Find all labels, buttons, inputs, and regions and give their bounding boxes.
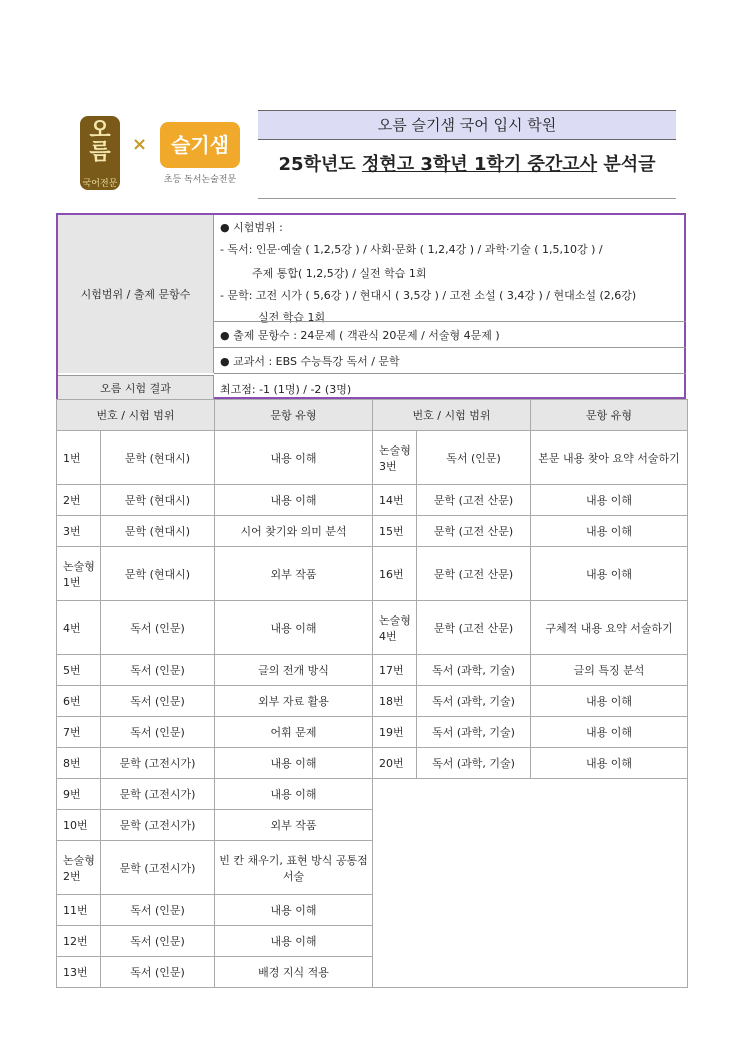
table-cell: 문학 (현대시) xyxy=(101,547,215,601)
table-cell: 문학 (현대시) xyxy=(101,485,215,516)
logo2-sub: 초등 독서논술전문 xyxy=(163,175,237,185)
table-cell: 외부 자료 활용 xyxy=(215,686,373,717)
table-cell: 내용 이해 xyxy=(215,926,373,957)
table-cell: 내용 이해 xyxy=(215,748,373,779)
table-cell: 독서 (인문) xyxy=(101,957,215,988)
table-cell: 논술형 3번 xyxy=(373,431,417,485)
table-cell: 내용 이해 xyxy=(531,547,688,601)
table-cell: 16번 xyxy=(373,547,417,601)
table-cell: 글의 전개 방식 xyxy=(215,655,373,686)
table-cell: 4번 xyxy=(57,601,101,655)
table-cell: 내용 이해 xyxy=(531,516,688,547)
table-cell: 독서 (인문) xyxy=(101,686,215,717)
table-cell: 6번 xyxy=(57,686,101,717)
range-label: 시험범위 / 출제 문항수 xyxy=(58,215,214,373)
table-cell: 독서 (인문) xyxy=(101,926,215,957)
table-row xyxy=(57,686,688,717)
table-cell: 문학 (현대시) xyxy=(101,431,215,485)
table-cell: 18번 xyxy=(373,686,417,717)
title-pre: 25학년도 xyxy=(278,154,362,175)
table-cell: 논술형 1번 xyxy=(57,547,101,601)
table-cell: 문학 (고전 산문) xyxy=(417,601,531,655)
table-header-row xyxy=(57,400,688,431)
table-row xyxy=(57,655,688,686)
table-cell: 글의 특징 분석 xyxy=(531,655,688,686)
table-cell: 내용 이해 xyxy=(215,485,373,516)
table-cell: 3번 xyxy=(57,516,101,547)
table-cell: 내용 이해 xyxy=(215,895,373,926)
table-cell: 9번 xyxy=(57,779,101,810)
times-sign: × xyxy=(132,134,148,155)
table-cell: 문학 (고전시가) xyxy=(101,841,215,895)
table-cell: 1번 xyxy=(57,431,101,485)
table-cell: 배경 지식 적용 xyxy=(215,957,373,988)
col-header: 번호 / 시험 범위 xyxy=(373,400,531,431)
logo1-sub: 국어전문 xyxy=(82,179,118,189)
table-cell: 문학 (고전시가) xyxy=(101,748,215,779)
page-title xyxy=(258,150,676,176)
seulgisaem-logo: 슬기샘 xyxy=(160,122,240,168)
table-cell: 논술형 4번 xyxy=(373,601,417,655)
col-header: 문항 유형 xyxy=(531,400,688,431)
table-row xyxy=(57,601,688,655)
col-header: 문항 유형 xyxy=(215,400,373,431)
range-line-2: 주제 통합( 1,2,5강) / 실전 학습 1회 xyxy=(252,267,427,280)
table-cell: 19번 xyxy=(373,717,417,748)
table-cell: 독서 (인문) xyxy=(101,655,215,686)
table-cell: 독서 (인문) xyxy=(101,895,215,926)
table-cell: 독서 (과학, 기술) xyxy=(417,748,531,779)
oreum-logo xyxy=(80,116,120,190)
table-cell: 내용 이해 xyxy=(531,686,688,717)
table-cell: 14번 xyxy=(373,485,417,516)
table-cell: 10번 xyxy=(57,810,101,841)
table-cell: 5번 xyxy=(57,655,101,686)
question-table xyxy=(56,399,688,988)
exam-info-box xyxy=(56,213,686,399)
result-label: 오름 시험 결과 xyxy=(58,375,214,399)
table-row xyxy=(57,748,688,779)
table-cell: 문학 (고전 산문) xyxy=(417,485,531,516)
table-cell: 문학 (고전 산문) xyxy=(417,516,531,547)
table-cell: 13번 xyxy=(57,957,101,988)
exam-result: 최고점: -1 (1명) / -2 (3명) xyxy=(220,383,352,396)
title-divider xyxy=(258,198,676,199)
table-cell: 내용 이해 xyxy=(531,485,688,516)
table-cell: 어휘 문제 xyxy=(215,717,373,748)
info-divider xyxy=(214,373,686,374)
title-underlined: 정현고 3학년 1학기 중간고사 xyxy=(361,154,598,175)
table-cell: 본문 내용 찾아 요약 서술하기 xyxy=(531,431,688,485)
table-cell: 독서 (과학, 기술) xyxy=(417,717,531,748)
info-divider xyxy=(214,347,686,348)
table-row xyxy=(57,547,688,601)
table-row xyxy=(57,485,688,516)
table-cell: 문학 (현대시) xyxy=(101,516,215,547)
table-cell: 내용 이해 xyxy=(531,748,688,779)
table-cell: 논술형 2번 xyxy=(57,841,101,895)
table-cell: 빈 칸 채우기, 표현 방식 공통점 서술 xyxy=(215,841,373,895)
table-cell: 내용 이해 xyxy=(215,779,373,810)
table-cell: 내용 이해 xyxy=(531,717,688,748)
logo1-text: 오름 xyxy=(89,118,111,165)
table-cell: 내용 이해 xyxy=(215,601,373,655)
table-cell: 구체적 내용 요약 서술하기 xyxy=(531,601,688,655)
academy-name: 오름 슬기샘 국어 입시 학원 xyxy=(258,110,676,140)
range-line-1: - 독서: 인문·예술 ( 1,2,5강 ) / 사회·문화 ( 1,2,4강 ) / 과학·기술 ( 1,5,10강 ) / xyxy=(220,243,603,256)
table-row xyxy=(57,717,688,748)
range-line-4: 실전 학습 1회 xyxy=(258,311,326,324)
table-cell: 문학 (고전시가) xyxy=(101,779,215,810)
table-cell: 2번 xyxy=(57,485,101,516)
table-cell: 내용 이해 xyxy=(215,431,373,485)
table-cell: 12번 xyxy=(57,926,101,957)
table-row xyxy=(57,431,688,485)
range-line-3: - 문학: 고전 시가 ( 5,6강 ) / 현대시 ( 3,5강 ) / 고전 소설 ( 3,4강 ) / 현대소설 (2,6강) xyxy=(220,289,637,302)
table-cell: 문학 (고전시가) xyxy=(101,810,215,841)
col-header: 번호 / 시험 범위 xyxy=(57,400,215,431)
range-head: ● 시험범위 : xyxy=(220,221,283,234)
table-cell: 외부 작품 xyxy=(215,810,373,841)
table-cell: 독서 (인문) xyxy=(417,431,531,485)
table-cell: 시어 찾기와 의미 분석 xyxy=(215,516,373,547)
info-divider xyxy=(214,321,686,322)
table-cell: 외부 작품 xyxy=(215,547,373,601)
table-cell: 독서 (인문) xyxy=(101,717,215,748)
textbook: ● 교과서 : EBS 수능특강 독서 / 문학 xyxy=(220,355,400,368)
table-cell: 문학 (고전 산문) xyxy=(417,547,531,601)
table-cell: 7번 xyxy=(57,717,101,748)
empty-cell xyxy=(373,779,688,988)
title-post: 분석글 xyxy=(597,154,656,175)
table-cell: 11번 xyxy=(57,895,101,926)
table-row xyxy=(57,779,688,810)
table-cell: 독서 (인문) xyxy=(101,601,215,655)
table-cell: 15번 xyxy=(373,516,417,547)
table-row xyxy=(57,516,688,547)
table-cell: 독서 (과학, 기술) xyxy=(417,655,531,686)
table-cell: 독서 (과학, 기술) xyxy=(417,686,531,717)
table-cell: 8번 xyxy=(57,748,101,779)
table-cell: 17번 xyxy=(373,655,417,686)
question-count: ● 출제 문항수 : 24문제 ( 객관식 20문제 / 서술형 4문제 ) xyxy=(220,329,500,342)
table-cell: 20번 xyxy=(373,748,417,779)
